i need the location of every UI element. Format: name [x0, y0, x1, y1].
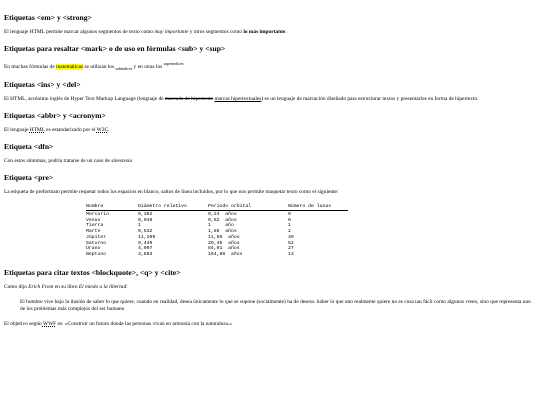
text: .	[108, 126, 110, 133]
heading-em-strong: Etiquetas <em> y <strong>	[4, 13, 92, 22]
pre-data-cell: 29,46 años	[208, 240, 240, 246]
paragraph-em-strong	[4, 29, 536, 36]
abbreviation-wwf[interactable]: WWF	[42, 320, 57, 327]
pre-data-cell: Urano	[86, 246, 101, 252]
pre-data-cell: 2	[288, 229, 291, 235]
text: El lenguaje HTML permite marcar algunos segmentos de texto como	[4, 29, 155, 35]
pre-data-row	[86, 252, 536, 258]
pre-data-cell: 0,24 años	[208, 212, 237, 218]
paragraph-pre-intro: La etiqueta de preformato permite respetar todos los espacios en blanco, saltos de línea incluidos, por lo que nos permite maquetar texto como el siguiente:	[4, 188, 339, 195]
pre-data-cell: Tierra	[86, 223, 104, 229]
paragraph-cite	[4, 284, 536, 291]
definition-term: sinestesia	[111, 157, 133, 164]
text: :	[126, 283, 128, 290]
heading-mark-sub-sup: Etiquetas para resaltar <mark> o de uso en fórmulas <sub> y <sup>	[4, 44, 226, 53]
text: El HTML, acrónimo inglés de Hyper Text Markup Language (lenguaje de	[4, 95, 165, 102]
pre-data-cell: 9,449	[138, 240, 153, 246]
pre-data-cell: 1	[138, 223, 141, 229]
pre-data-cell: 0	[288, 212, 291, 218]
abbreviation-html[interactable]: HTML	[29, 126, 45, 133]
paragraph-ins-del	[4, 96, 536, 103]
pre-header-cell: Periodo orbital	[208, 203, 252, 209]
text: En muchas fórmulas de	[4, 63, 57, 70]
pre-data-cell: 164,80 años	[208, 252, 243, 257]
heading-ins-del: Etiquetas <ins> y <del>	[4, 79, 81, 89]
text: y otros segmentos como	[188, 29, 244, 35]
pre-data-cell: Neptuno	[86, 252, 107, 257]
pre-data-cell: 27	[288, 246, 294, 252]
inline-quote: «Construir un futuro donde las personas vivan en armonía con la naturaleza.»	[64, 320, 232, 327]
pre-data-cell: 4,007	[138, 246, 153, 252]
text: en su libro	[53, 283, 79, 290]
pre-data-cell: 3,883	[138, 252, 153, 257]
pre-data-cell: 13	[288, 252, 294, 257]
superscript-text: superíndices	[163, 61, 184, 66]
pre-data-cell: 11,86 años	[208, 234, 240, 240]
paragraph-q	[4, 321, 536, 328]
pre-data-cell: Saturno	[86, 240, 107, 246]
heading-pre: Etiqueta <pre>	[4, 172, 54, 182]
pre-data-cell: 84,01 años	[208, 246, 240, 252]
pre-header-cell: Nombre	[86, 203, 104, 209]
text: ) es un lenguaje de marcación diseñado para estructurar textos y presentarlos en forma de hipertexto.	[261, 95, 479, 102]
pre-data-cell: 11,209	[138, 234, 156, 240]
pre-header-row	[86, 204, 536, 210]
pre-data-cell: 1,88 años	[208, 229, 237, 235]
heading-dfn: Etiqueta <dfn>	[4, 141, 54, 151]
text: es:	[56, 320, 65, 327]
pre-data-cell: Mercurio	[86, 212, 110, 218]
text: Como dijo	[4, 283, 29, 290]
pre-data-cell: 0,949	[138, 217, 153, 223]
pre-data-cell: Marte	[86, 229, 101, 235]
pre-data-cell: 0,382	[138, 212, 153, 218]
heading-quote: Etiquetas para citar textos <blockquote>, <q> y <cite>	[4, 267, 181, 277]
pre-header-cell: Diámetro relativo	[138, 203, 187, 209]
strong-text: lo más importante	[243, 29, 286, 35]
text: se utilizan los	[83, 63, 116, 70]
pre-data-cell: Venus	[86, 217, 101, 223]
preformatted-planet-table	[86, 204, 536, 258]
pre-data-cell: 0,532	[138, 229, 153, 235]
text: .	[285, 29, 287, 35]
book-title: El miedo a la libertad	[78, 283, 127, 290]
inserted-text: marcas hipertextuales	[214, 95, 262, 102]
text: es estandarizado por el	[44, 126, 97, 133]
text: Con estos síntomas, podría tratarse de un caso de	[4, 157, 112, 164]
blockquote-text: El hombre vive bajo la ilusión de saber lo que quiere, cuando en realidad, desea únicamente lo que se supone (socialmente) ha de desera. Saber lo que uno realmente quiere no es cosa tan fácil como algunos creen, sino que representa uno de los problemas más complejos del ser humano	[20, 298, 531, 312]
deleted-text: marcado de hipertexto	[164, 95, 214, 102]
text: El objetivo según	[4, 320, 43, 327]
pre-data-cell: 1	[288, 223, 291, 229]
pre-data-cell: 49	[288, 234, 294, 240]
pre-rows	[86, 212, 536, 258]
paragraph-dfn	[4, 158, 536, 165]
emphasis-text: muy importante	[154, 29, 189, 35]
subscript-text: subíndices	[115, 65, 133, 71]
heading-abbr-acronym: Etiquetas <abbr> y <acronym>	[4, 110, 106, 120]
paragraph-abbr	[4, 127, 536, 134]
text: El lenguaje	[4, 126, 30, 133]
text: y en otras los	[132, 63, 164, 70]
pre-data-cell: 1 año	[208, 223, 234, 229]
highlighted-text: matemáticas	[56, 63, 84, 70]
pre-data-cell: 0	[288, 217, 291, 223]
abbreviation-w3c[interactable]: W3C	[96, 126, 109, 133]
pre-data-cell: Júpiter	[86, 234, 107, 240]
pre-divider	[86, 210, 348, 211]
author-name: Erich From	[28, 283, 54, 290]
pre-data-cell: 52	[288, 240, 294, 246]
paragraph-mark-sub-sup	[4, 60, 536, 72]
pre-data-cell: 0,62 años	[208, 217, 237, 223]
pre-header-cell: Número de lunas	[288, 203, 332, 209]
